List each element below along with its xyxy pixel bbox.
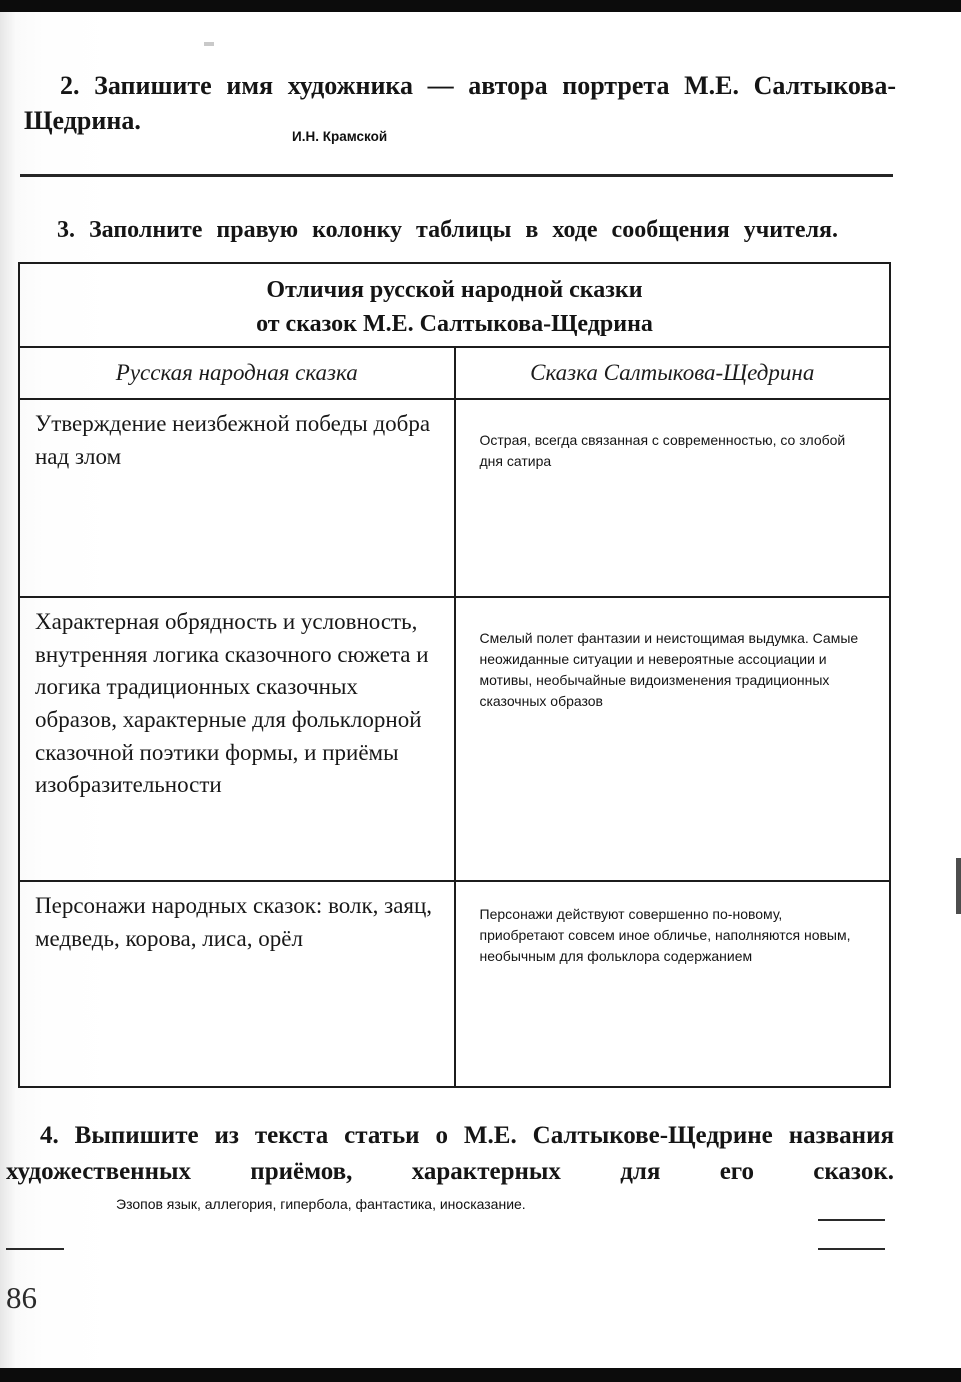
scan-artifact-top-bar (0, 0, 961, 12)
answer-blank-line (818, 1248, 885, 1250)
answer-blank-line (6, 1248, 64, 1250)
page-number: 86 (6, 1280, 37, 1315)
task4-answer: Эзопов язык, аллегория, гипербола, фантастика, иносказание. (116, 1196, 526, 1212)
table-row (19, 597, 890, 881)
task4-heading: 4. Выпишите из текста статьи о М.Е. Салтыкове-Щедрине названия художественных приёмов, характерных для его сказок. (6, 1122, 894, 1185)
folk-tale-cell: Персонажи народных сказок: волк, заяц, медведь, корова, лиса, орёл (19, 881, 455, 1087)
task2-heading: 2. Запишите имя художника — автора портрета М.Е. Салтыкова-Щедрина. (24, 71, 896, 136)
scan-speck (204, 42, 214, 46)
scan-artifact-right-edge (956, 858, 961, 914)
folk-tale-cell: Утверждение неизбежной победы добра над злом (19, 399, 455, 597)
section-divider (20, 174, 893, 177)
table-title-line2: от сказок М.Е. Салтыкова-Щедрина (256, 310, 653, 337)
table-row (19, 881, 890, 1087)
table-row (19, 399, 890, 597)
shchedrin-tale-cell: Персонажи действуют совершенно по-новому, приобретают совсем иное обличье, наполняются новым, необычным для фольклора содержанием (455, 881, 891, 1087)
column-header-folk-tale: Русская народная сказка (19, 347, 455, 399)
shchedrin-tale-cell: Смелый полет фантазии и неистощимая выдумка. Самые неожиданные ситуации и невероятные ассоциации и мотивы, необычайные видоизменения традиционных сказочных образов (455, 597, 891, 881)
scan-artifact-bottom-bar (0, 1368, 961, 1382)
task2-answer: И.Н. Крамской (292, 129, 388, 144)
folk-tale-cell: Характерная обрядность и условность, внутренняя логика сказочного сюжета и логика традиционных сказочных образов, характерные для фольклорной сказочной поэтики формы, и приёмы изобразительности (19, 597, 455, 881)
task3-heading: 3. Заполните правую колонку таблицы в ходе сообщения учителя. (57, 217, 839, 243)
table-title-line1: Отличия русской народной сказки (266, 277, 643, 303)
table-header-row (19, 347, 890, 399)
table-title-row (19, 263, 890, 347)
shchedrin-tale-cell: Острая, всегда связанная с современностью, со злобой дня сатира (455, 399, 891, 597)
comparison-table (18, 262, 891, 1088)
answer-blank-line (818, 1219, 885, 1221)
column-header-shchedrin-tale: Сказка Салтыкова-Щедрина (455, 347, 891, 399)
table-title (19, 263, 890, 347)
